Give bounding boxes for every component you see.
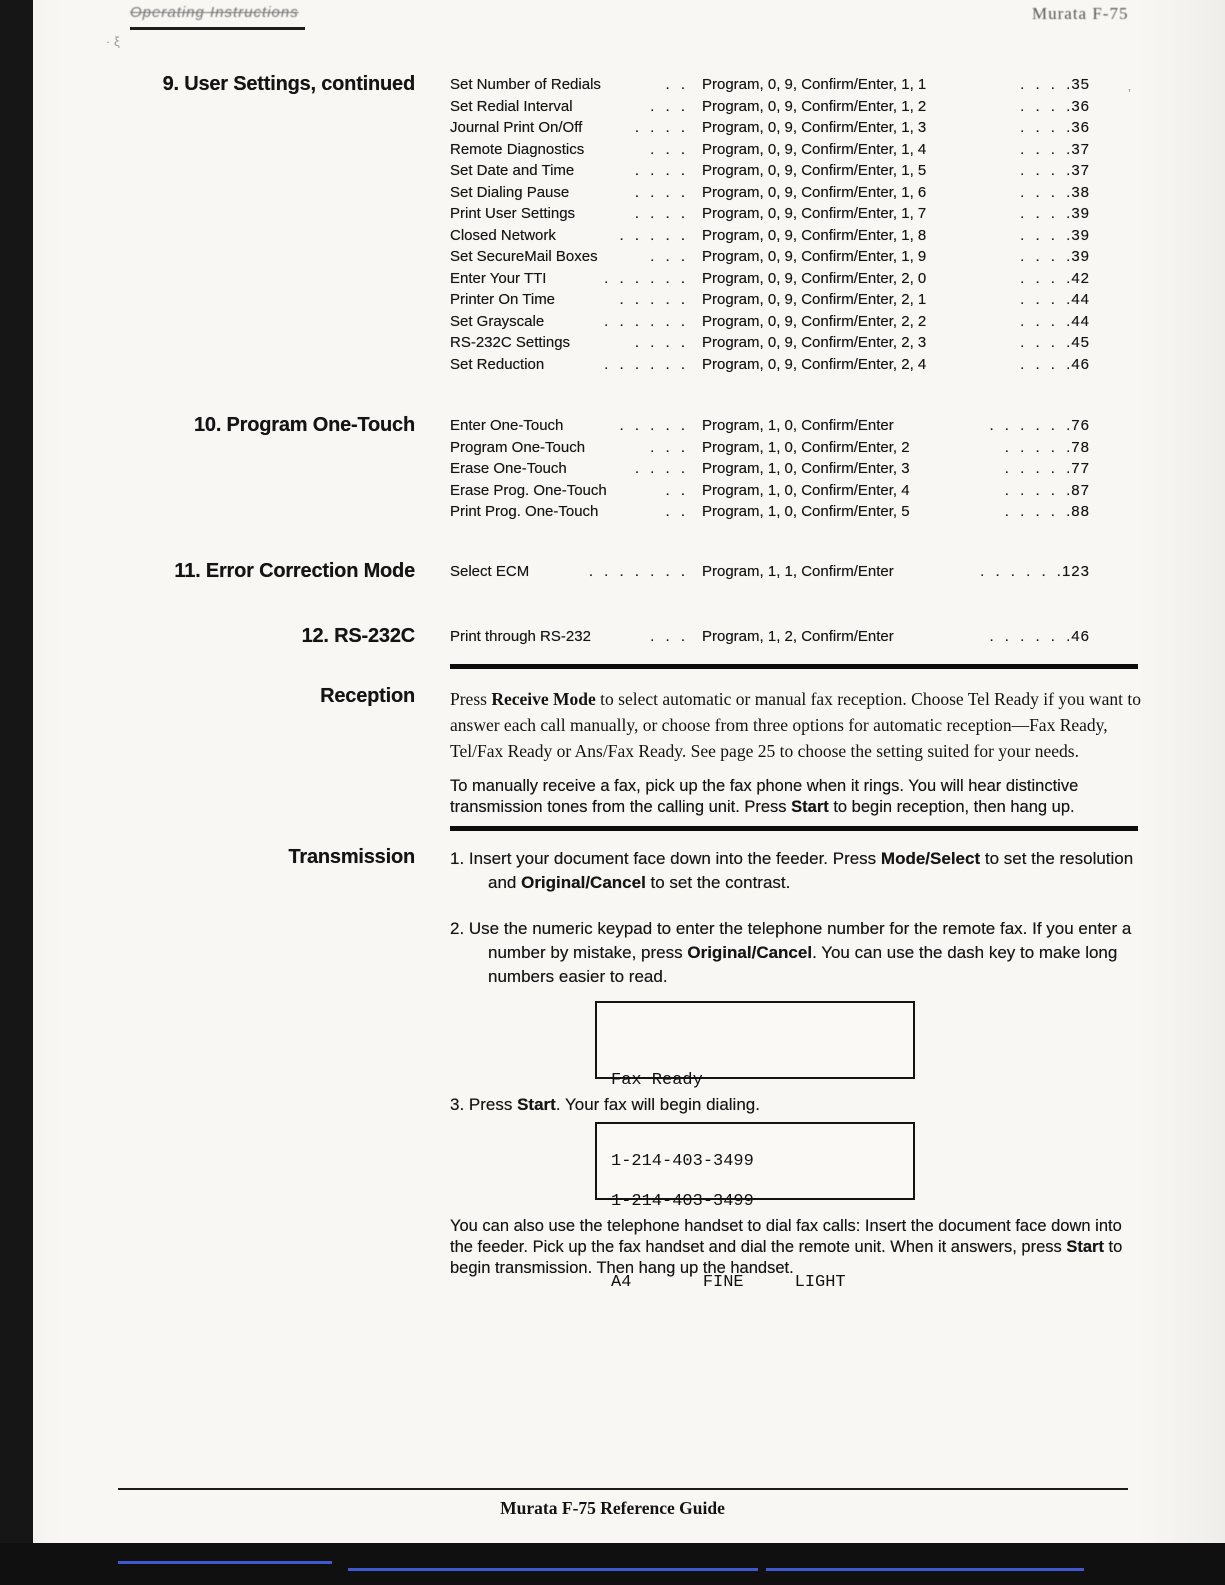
toc-row <box>450 268 1090 290</box>
section-heading: Transmission <box>288 845 415 868</box>
toc-leader-dots: . . . . . . <box>604 355 686 373</box>
toc-row <box>450 139 1090 161</box>
toc-row <box>450 415 1090 437</box>
scan-artifact-blue-line <box>766 1568 1084 1571</box>
transmission-step-3: 3. Press Start. Your fax will begin dialing. <box>450 1094 760 1114</box>
transmission-step-2: 2. Use the numeric keypad to enter the telephone number for the remote fax. If you enter a number by mistake, press Original/Cancel. You can use the dash key to make long numbers easier to read. <box>450 918 1132 986</box>
toc-row <box>450 117 1090 139</box>
scan-artifact-blue-line <box>118 1561 332 1564</box>
toc-entry-name: Select ECM <box>450 562 530 580</box>
toc-entry-name: Print through RS-232 <box>450 628 591 645</box>
toc-entry-program: Program, 0, 9, Confirm/Enter, 1, 6 <box>702 183 927 201</box>
section-heading: 9. User Settings, continued <box>162 73 415 95</box>
toc-entry-program: Program, 1, 2, Confirm/Enter <box>702 628 894 645</box>
toc-entry-program: Program, 1, 0, Confirm/Enter, 5 <box>702 503 910 520</box>
header-right-title: Murata F-75 <box>1032 4 1129 23</box>
toc-entry-name: Print User Settings <box>450 205 576 222</box>
toc-row <box>450 311 1090 333</box>
toc-row <box>450 501 1090 523</box>
section-heading: 11. Error Correction Mode <box>174 559 415 582</box>
toc-section-error-correction-mode <box>33 561 1193 583</box>
toc-entry-page: . . . .36 <box>1020 97 1090 115</box>
footer-title: Murata F-75 Reference Guide <box>500 1498 725 1518</box>
lcd-line: A4 FINE LIGHT <box>611 1272 846 1292</box>
toc-row <box>450 182 1090 204</box>
reception-paragraph-1: Press Receive Mode to select automatic or manual fax reception. Choose Tel Ready if you want to answer each call manually, or choose from three options for automatic reception—Fax Ready, Tel/Fax Ready or Ans/Fax Ready. See page 25 to choose the setting suited for your needs. <box>450 688 1141 761</box>
toc-row <box>450 96 1090 118</box>
lcd-line: 1-214-403-3499 <box>611 1151 754 1171</box>
toc-leader-dots: . . . . <box>634 183 686 201</box>
toc-leader-dots: . . . <box>650 248 686 265</box>
toc-entry-name: Erase Prog. One-Touch <box>450 481 607 499</box>
reception-paragraph-2: To manually receive a fax, pick up the fax phone when it rings. You will hear distinctive transmission tones from the calling unit. Press Start to begin reception, then hang up. <box>450 776 1079 816</box>
toc-section-rs232c <box>33 626 1193 648</box>
toc-entry-program: Program, 1, 1, Confirm/Enter <box>702 562 894 580</box>
toc-row <box>450 561 1090 583</box>
toc-entry-page: . . . .39 <box>1020 226 1090 244</box>
transmission-step-1: 1. Insert your document face down into the feeder. Press Mode/Select to set the resolution and Original/Cancel to set the contrast. <box>450 848 1134 892</box>
toc-entry-page: . . . .46 <box>1020 355 1090 373</box>
toc-entry-page: . . . . .78 <box>1004 438 1090 456</box>
toc-leader-dots: . . . <box>650 628 686 645</box>
toc-leader-dots: . . . <box>650 140 686 158</box>
toc-leader-dots: . . . . <box>634 334 686 351</box>
toc-section-program-one-touch <box>33 415 1193 523</box>
toc-entry-name: RS-232C Settings <box>450 334 571 351</box>
toc-rows <box>450 415 1142 523</box>
toc-entry-name: Remote Diagnostics <box>450 140 585 158</box>
lcd-line: 1-214-403-3499 <box>611 1191 754 1211</box>
toc-entry-page: . . . .36 <box>1020 119 1090 136</box>
toc-entry-program: Program, 0, 9, Confirm/Enter, 2, 3 <box>702 334 927 351</box>
toc-entry-page: . . . .42 <box>1020 269 1090 287</box>
toc-row <box>450 437 1090 459</box>
toc-rows <box>450 561 1142 583</box>
lcd-line: Fax Ready <box>611 1070 703 1090</box>
toc-row <box>450 160 1090 182</box>
toc-row <box>450 480 1090 502</box>
toc-entry-page: . . . .37 <box>1020 140 1090 158</box>
toc-entry-page: . . . . . .123 <box>980 562 1090 580</box>
toc-entry-page: . . . .44 <box>1020 291 1090 308</box>
section-heading: 12. RS-232C <box>301 625 415 647</box>
toc-entry-name: Set Date and Time <box>450 162 575 179</box>
toc-leader-dots: . . . . . <box>619 226 686 244</box>
toc-rows <box>450 74 1142 375</box>
toc-leader-dots: . . . . . <box>619 291 686 308</box>
toc-entry-program: Program, 1, 0, Confirm/Enter, 2 <box>702 438 910 456</box>
reception-body <box>450 686 1142 818</box>
toc-entry-name: Erase One-Touch <box>450 460 567 477</box>
toc-entry-name: Set Dialing Pause <box>450 183 570 201</box>
toc-entry-name: Closed Network <box>450 226 556 244</box>
toc-entry-page: . . . .44 <box>1020 312 1090 330</box>
toc-entry-program: Program, 0, 9, Confirm/Enter, 1, 7 <box>702 205 927 222</box>
toc-leader-dots: . . . . <box>634 205 686 222</box>
toc-row <box>450 332 1090 354</box>
toc-entry-program: Program, 1, 0, Confirm/Enter, 4 <box>702 481 910 499</box>
toc-row <box>450 203 1090 225</box>
toc-leader-dots: . . <box>665 503 686 520</box>
section-divider-rule <box>450 826 1138 831</box>
toc-entry-page: . . . .35 <box>1020 76 1090 93</box>
toc-entry-name: Set Reduction <box>450 355 545 373</box>
scan-edge-bottom-bar <box>0 1543 1225 1585</box>
toc-entry-program: Program, 0, 9, Confirm/Enter, 1, 2 <box>702 97 927 115</box>
toc-entry-program: Program, 0, 9, Confirm/Enter, 1, 4 <box>702 140 927 158</box>
toc-leader-dots: . . . . . . <box>604 269 686 287</box>
section-heading: Reception <box>320 684 415 707</box>
toc-entry-name: Enter One-Touch <box>450 417 564 434</box>
toc-leader-dots: . . . . <box>634 460 686 477</box>
toc-entry-page: . . . .38 <box>1020 183 1090 201</box>
toc-leader-dots: . . . . . . . <box>588 562 686 580</box>
section-heading: 10. Program One-Touch <box>193 414 415 436</box>
toc-entry-program: Program, 0, 9, Confirm/Enter, 2, 4 <box>702 355 927 373</box>
scan-speck: ’ <box>1128 86 1131 101</box>
toc-entry-name: Set Redial Interval <box>450 97 573 115</box>
toc-leader-dots: . . . . <box>634 162 686 179</box>
toc-section-user-settings <box>33 74 1193 375</box>
toc-entry-page: . . . .39 <box>1020 205 1090 222</box>
toc-entry-name: Set SecureMail Boxes <box>450 248 598 265</box>
toc-entry-page: . . . .39 <box>1020 248 1090 265</box>
toc-entry-program: Program, 0, 9, Confirm/Enter, 2, 2 <box>702 312 927 330</box>
transmission-closing-paragraph: You can also use the telephone handset to dial fax calls: Insert the document face down into the feeder. Pick up the fax handset and dial the remote unit. When it answers, press Start to begin transmission. Then hang up the handset. <box>450 1216 1123 1277</box>
transmission-section <box>33 845 1193 1292</box>
toc-row <box>450 458 1090 480</box>
toc-entry-program: Program, 0, 9, Confirm/Enter, 1, 3 <box>702 119 927 136</box>
toc-entry-page: . . . . . .76 <box>989 417 1090 434</box>
toc-entry-program: Program, 0, 9, Confirm/Enter, 2, 0 <box>702 269 927 287</box>
toc-entry-program: Program, 0, 9, Confirm/Enter, 1, 1 <box>702 76 927 93</box>
page-body <box>33 73 1193 1292</box>
toc-row <box>450 74 1090 96</box>
header-left-crossed-out: Operating Instructions <box>130 4 299 21</box>
toc-entry-name: Print Prog. One-Touch <box>450 503 599 520</box>
section-divider-rule <box>450 664 1138 669</box>
toc-entry-page: . . . . .88 <box>1004 503 1090 520</box>
toc-entry-name: Journal Print On/Off <box>450 119 583 136</box>
toc-entry-program: Program, 0, 9, Confirm/Enter, 1, 5 <box>702 162 927 179</box>
toc-entry-name: Printer On Time <box>450 291 556 308</box>
transmission-body <box>450 847 1142 1292</box>
toc-entry-name: Set Number of Redials <box>450 76 601 93</box>
toc-row <box>450 225 1090 247</box>
toc-leader-dots: . . . <box>650 438 686 456</box>
toc-entry-name: Program One-Touch <box>450 438 586 456</box>
toc-entry-program: Program, 0, 9, Confirm/Enter, 1, 8 <box>702 226 927 244</box>
toc-row <box>450 626 1090 648</box>
toc-leader-dots: . . . . <box>634 119 686 136</box>
toc-entry-name: Set Grayscale <box>450 312 545 330</box>
toc-leader-dots: . . . . . . <box>604 312 686 330</box>
toc-entry-page: . . . . .87 <box>1004 481 1090 499</box>
toc-leader-dots: . . <box>665 481 686 499</box>
toc-entry-program: Program, 1, 0, Confirm/Enter, 3 <box>702 460 910 477</box>
toc-rows <box>450 626 1142 648</box>
toc-entry-program: Program, 0, 9, Confirm/Enter, 2, 1 <box>702 291 927 308</box>
toc-row <box>450 246 1090 268</box>
toc-leader-dots: . . . . . <box>619 417 686 434</box>
toc-entry-page: . . . . . .46 <box>989 628 1090 645</box>
toc-entry-program: Program, 0, 9, Confirm/Enter, 1, 9 <box>702 248 927 265</box>
toc-row <box>450 354 1090 376</box>
toc-leader-dots: . . <box>665 76 686 93</box>
toc-row <box>450 289 1090 311</box>
toc-entry-page: . . . .37 <box>1020 162 1090 179</box>
toc-leader-dots: . . . <box>650 97 686 115</box>
header-left-underline <box>130 27 305 30</box>
scan-edge-left-bar <box>0 0 33 1585</box>
toc-entry-program: Program, 1, 0, Confirm/Enter <box>702 417 894 434</box>
reception-section <box>33 686 1193 818</box>
toc-entry-page: . . . . .77 <box>1004 460 1090 477</box>
toc-entry-page: . . . .45 <box>1020 334 1090 351</box>
scan-speck: · ξ <box>106 34 120 49</box>
scan-artifact-blue-line <box>348 1568 758 1571</box>
toc-entry-name: Enter Your TTI <box>450 269 547 287</box>
footer-rule <box>118 1488 1128 1490</box>
